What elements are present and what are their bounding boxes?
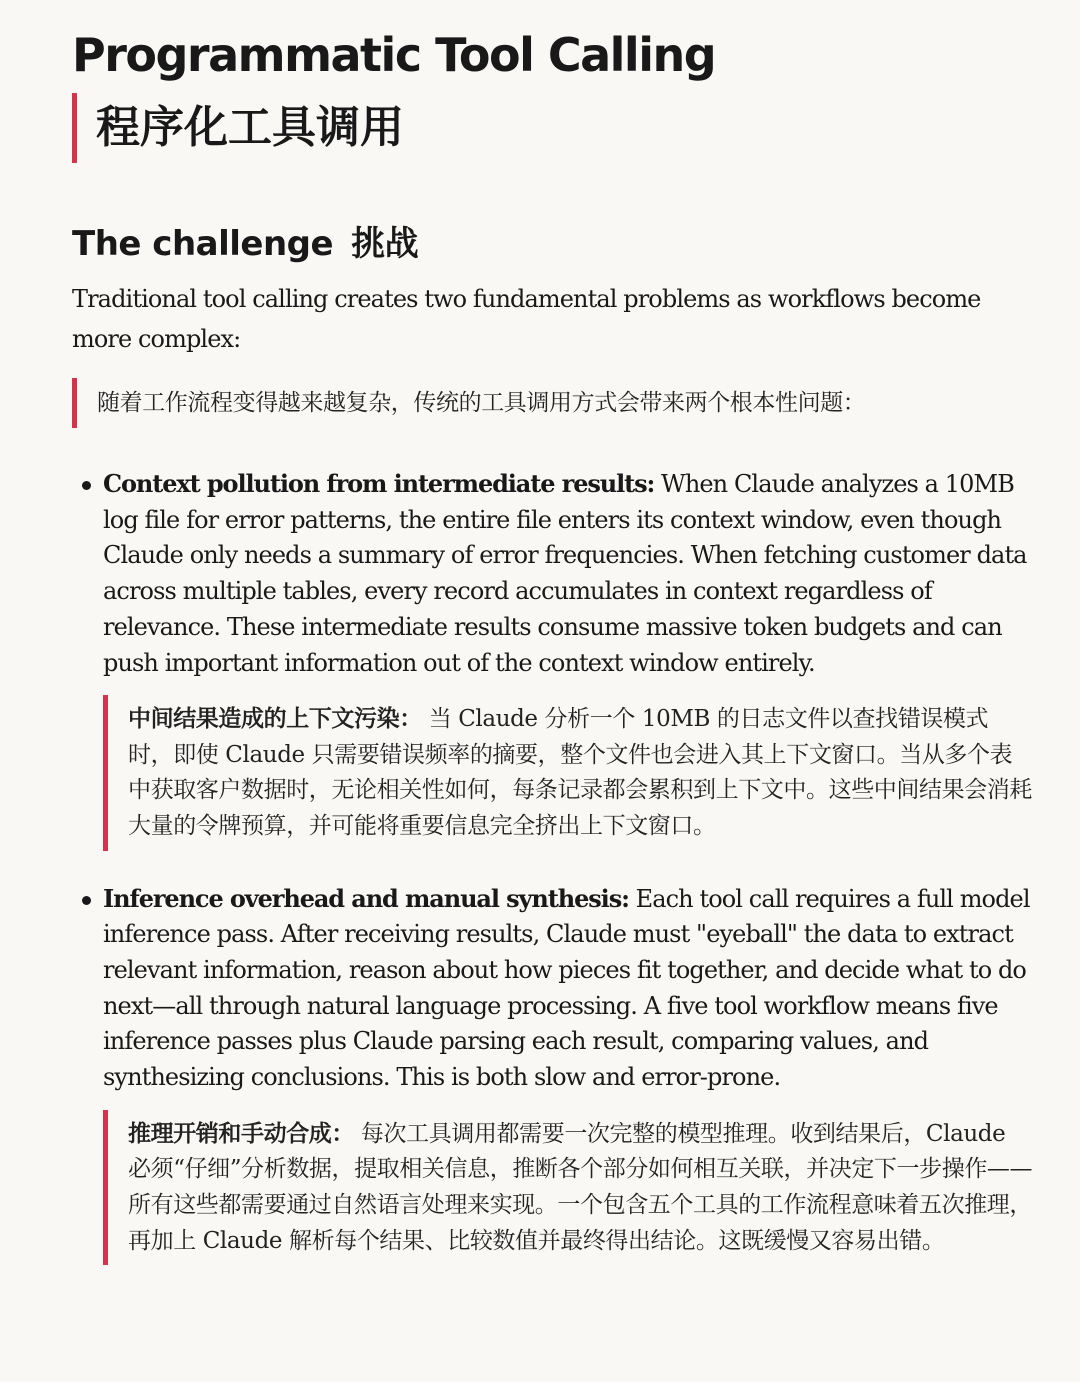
bullet-lead-en: Context pollution from intermediate results: (103, 469, 655, 498)
bullet-text-en (103, 881, 1033, 1096)
page-title-zh-block (72, 93, 1032, 163)
bullet-body-en: When Claude analyzes a 10MB log file for error patterns, the entire file enters its context window, even though Claude only needs a summary of error frequencies. When fetching customer data across multiple tables, every record accumulates in context regardless of relevance. These intermediate results consume massive token budgets and can push important information out of the context window entirely. (103, 470, 1027, 677)
bullet-dot-icon (82, 481, 91, 490)
bullet-dot-icon (82, 896, 91, 905)
bullet-item-inference-overhead (72, 881, 1032, 1266)
bullet-text-en (103, 466, 1033, 681)
article (72, 24, 1032, 1265)
bullet-lead-zh: 推理开销和手动合成： (128, 1119, 355, 1147)
section-heading (72, 221, 1032, 267)
bullet-lead-en: Inference overhead and manual synthesis: (103, 883, 629, 913)
intro-paragraph: Traditional tool calling creates two fundamental problems as workflows become more complex: (72, 285, 981, 353)
page-title: Programmatic Tool Calling (72, 28, 716, 82)
bullet-translation-quote (103, 695, 1033, 850)
bullet-translation-quote (103, 1110, 1033, 1265)
section-heading-en: The challenge (72, 224, 334, 264)
bullet-lead-zh: 中间结果造成的上下文污染： (128, 705, 422, 733)
bullet-body-zh: 当 Claude 分析一个 10MB 的日志文件以查找错误模式时，即使 Claude 只需要错误频率的摘要，整个文件也会进入其上下文窗口。当从多个表中获取客户数据时，无论相关性如何，每条记录都会累积到上下文中。这些中间结果会消耗大量的令牌预算，并可能将重要信息完全挤出上下文窗口。 (128, 706, 1033, 839)
bullet-item-context-pollution (72, 466, 1032, 851)
intro-translation-quote: 随着工作流程变得越来越复杂，传统的工具调用方式会带来两个根本性问题： (72, 378, 1032, 428)
section-heading-zh: 挑战 (351, 224, 419, 264)
page-title-zh: 程序化工具调用 (96, 102, 404, 153)
bullet-body-zh: 每次工具调用都需要一次完整的模型推理。收到结果后，Claude 必须“仔细”分析数据，提取相关信息，推断各个部分如何相互关联，并决定下一步操作——所有这些都需要通过自然语言处理来实现。一个包含五个工具的工作流程意味着五次推理，再加上 Claude 解析每个结果、比较数值并最终得出结论。这既缓慢又容易出错。 (128, 1120, 1033, 1254)
bullet-list (72, 466, 1032, 1265)
bullet-body-en: Each tool call requires a full model inference pass. After receiving results, Claude must "eyeball" the data to extract relevant information, reason about how pieces fit together, and decide what to do next—all through natural language processing. A five tool workflow means five inference passes plus Claude parsing each result, comparing values, and synthesizing conclusions. This is both slow and error-prone. (103, 884, 1030, 1092)
